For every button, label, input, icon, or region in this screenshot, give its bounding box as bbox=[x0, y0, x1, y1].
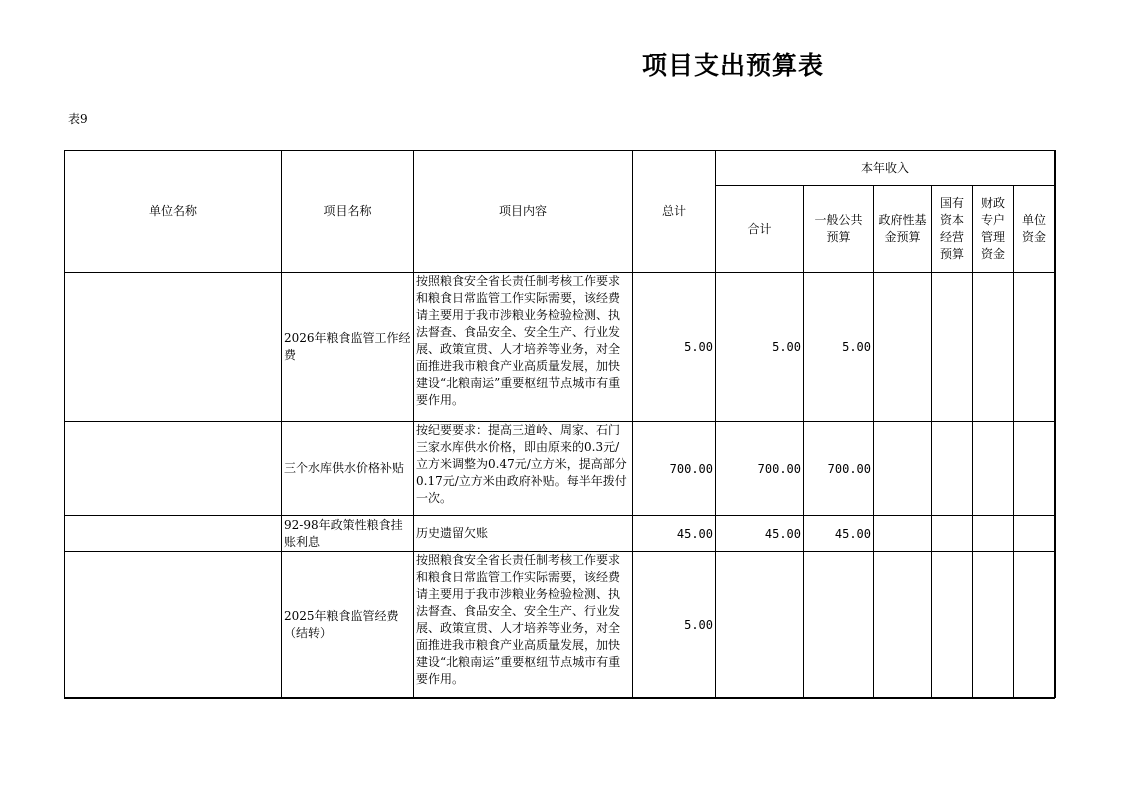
header-unit-funds-line1: 单位 bbox=[1021, 213, 1046, 227]
header-finance-special-line1: 财政 bbox=[980, 196, 1005, 210]
table-row bbox=[65, 516, 1055, 552]
budget-table bbox=[64, 150, 1055, 699]
table-row bbox=[65, 273, 1055, 422]
header-general-public-budget bbox=[804, 186, 874, 273]
cell-finance-special bbox=[973, 516, 1014, 552]
header-project-content: 项目内容 bbox=[414, 151, 633, 273]
cell-finance-special bbox=[973, 552, 1014, 699]
header-finance-special-line3: 管理 bbox=[980, 230, 1005, 244]
cell-sum: 700.00 bbox=[716, 422, 804, 516]
cell-unit bbox=[65, 422, 282, 516]
header-unit-name: 单位名称 bbox=[65, 151, 282, 273]
cell-general-public: 700.00 bbox=[804, 422, 874, 516]
cell-unit-funds bbox=[1014, 273, 1055, 422]
cell-content: 按纪要要求：提高三道岭、周家、石门三家水库供水价格，即由原来的0.3元/立方米调整为0.47元/立方米，提高部分0.17元/立方米由政府补贴。每半年拨付一次。 bbox=[414, 422, 633, 516]
cell-state-capital bbox=[932, 273, 973, 422]
cell-unit bbox=[65, 516, 282, 552]
cell-content: 历史遗留欠账 bbox=[414, 516, 633, 552]
header-general-public-budget-line1: 一般公共 bbox=[814, 213, 863, 227]
cell-state-capital bbox=[932, 552, 973, 699]
cell-sum: 5.00 bbox=[716, 273, 804, 422]
header-finance-special-line2: 专户 bbox=[980, 213, 1005, 227]
header-total: 总计 bbox=[633, 151, 716, 273]
cell-project: 2025年粮食监管经费（结转） bbox=[282, 552, 414, 699]
cell-project: 92-98年政策性粮食挂账利息 bbox=[282, 516, 414, 552]
header-finance-special-line4: 资金 bbox=[980, 247, 1005, 261]
header-state-capital-line2: 资本 bbox=[939, 213, 964, 227]
header-general-public-budget-line2: 预算 bbox=[826, 230, 851, 244]
cell-total: 700.00 bbox=[633, 422, 716, 516]
cell-sum: 45.00 bbox=[716, 516, 804, 552]
header-current-year-income: 本年收入 bbox=[716, 151, 1055, 186]
cell-project: 2026年粮食监管工作经费 bbox=[282, 273, 414, 422]
cell-total: 5.00 bbox=[633, 552, 716, 699]
cell-total: 45.00 bbox=[633, 516, 716, 552]
header-state-capital-line3: 经营 bbox=[939, 230, 964, 244]
header-gov-fund-budget-line2: 金预算 bbox=[884, 230, 921, 244]
table-row bbox=[65, 422, 1055, 516]
cell-general-public: 5.00 bbox=[804, 273, 874, 422]
header-state-capital-budget bbox=[932, 186, 973, 273]
header-state-capital-line1: 国有 bbox=[939, 196, 964, 210]
cell-state-capital bbox=[932, 516, 973, 552]
header-project-name: 项目名称 bbox=[282, 151, 414, 273]
page-title: 项目支出预算表 bbox=[641, 51, 824, 80]
cell-content: 按照粮食安全省长责任制考核工作要求和粮食日常监管工作实际需要，该经费请主要用于我市涉粮业务检验检测、执法督查、食品安全、安全生产、行业发展、政策宣贯、人才培养等业务，对全面推进我市粮食产业高质量发展，加快建设“北粮南运”重要枢纽节点城市有重要作用。 bbox=[414, 273, 633, 422]
cell-state-capital bbox=[932, 422, 973, 516]
cell-finance-special bbox=[973, 422, 1014, 516]
header-unit-funds bbox=[1014, 186, 1055, 273]
header-unit-funds-line2: 资金 bbox=[1021, 230, 1046, 244]
header-gov-fund-budget bbox=[874, 186, 932, 273]
header-gov-fund-budget-line1: 政府性基 bbox=[878, 213, 927, 227]
cell-gov-fund bbox=[874, 516, 932, 552]
header-sum: 合计 bbox=[716, 186, 804, 273]
header-finance-special-funds bbox=[973, 186, 1014, 273]
cell-general-public bbox=[804, 552, 874, 699]
cell-unit bbox=[65, 552, 282, 699]
cell-unit-funds bbox=[1014, 552, 1055, 699]
cell-gov-fund bbox=[874, 552, 932, 699]
cell-unit bbox=[65, 273, 282, 422]
cell-project: 三个水库供水价格补贴 bbox=[282, 422, 414, 516]
table-number: 表9 bbox=[68, 112, 88, 126]
cell-gov-fund bbox=[874, 422, 932, 516]
table-row bbox=[65, 552, 1055, 699]
cell-unit-funds bbox=[1014, 422, 1055, 516]
header-state-capital-line4: 预算 bbox=[939, 247, 964, 261]
cell-unit-funds bbox=[1014, 516, 1055, 552]
cell-content: 按照粮食安全省长责任制考核工作要求和粮食日常监管工作实际需要，该经费请主要用于我市涉粮业务检验检测、执法督查、食品安全、安全生产、行业发展、政策宣贯、人才培养等业务，对全面推进我市粮食产业高质量发展，加快建设“北粮南运”重要枢纽节点城市有重要作用。 bbox=[414, 552, 633, 699]
cell-total: 5.00 bbox=[633, 273, 716, 422]
cell-finance-special bbox=[973, 273, 1014, 422]
cell-general-public: 45.00 bbox=[804, 516, 874, 552]
cell-sum bbox=[716, 552, 804, 699]
cell-gov-fund bbox=[874, 273, 932, 422]
